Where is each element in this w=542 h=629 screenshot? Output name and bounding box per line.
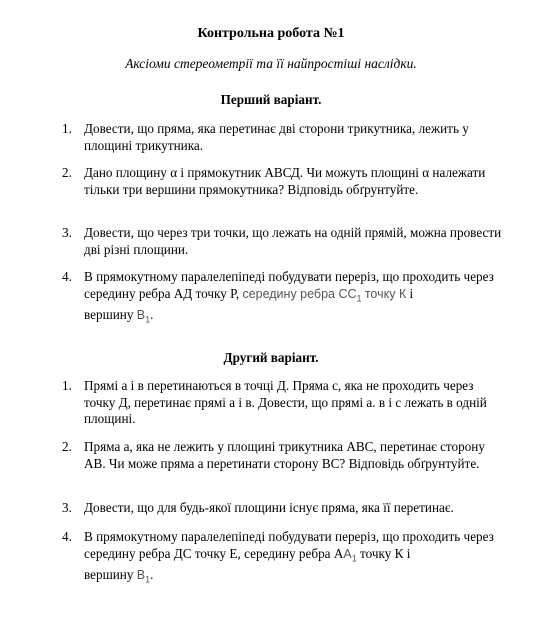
question-text: Прямі a і в перетинаються в точці Д. Пряма с, яка не проходить через точку Д, перетинає прямі a і в. Довести, що прямі a. в і с лежать в одній площині. (84, 378, 487, 426)
variant1-heading: Перший варіант. (220, 92, 322, 107)
document-title: Контрольна робота №1 (197, 26, 345, 41)
question-text: Довести, що через три точки, що лежать на одній прямій, можна провести дві різні площини. (84, 225, 502, 257)
question-number: 3. (62, 225, 72, 240)
question-text-cont: і (409, 285, 414, 301)
question-text: Дано площину α і прямокутник АВСД. Чи можуть площині α належати тільки три вершини прямокутника? Відповідь обґрунтуйте. (84, 165, 486, 197)
variant1-question-3 (62, 225, 504, 258)
formula-point-k: точку К (364, 286, 407, 301)
question-number: 3. (62, 500, 72, 515)
variant1-question-2 (62, 165, 504, 198)
formula-vertex-b1: $В_1$ (136, 567, 151, 584)
variant2-question-2 (62, 439, 504, 472)
question-end: . (150, 306, 154, 322)
question-text: Пряма a, яка не лежить у площині трикутника АВС, перетинає сторону АВ. Чи може пряма a перетинати сторону ВС? Відповідь обґрунтуйте. (84, 439, 485, 471)
variant2-question-4 (62, 529, 504, 588)
variant2-heading: Другий варіант. (223, 350, 319, 365)
question-text: В прямокутному паралелепіпеді побудувати переріз, що проходить через середину ребра ДС точку Е, середину ребра А (84, 529, 494, 561)
variant1-question-4 (62, 269, 504, 328)
formula-edge-cc1: середину ребра $СС_1$ (242, 286, 362, 303)
variant2-question-3 (62, 500, 504, 517)
formula-edge-aa1: $А_1$ (343, 546, 357, 563)
question-text-vertex: вершину (84, 306, 134, 322)
question-text-cont: точку К і (360, 545, 411, 561)
question-number: 1. (62, 378, 72, 393)
question-text-vertex: вершину (84, 566, 134, 582)
variant2-question-1 (62, 378, 504, 428)
document-subtitle: Аксіоми стереометрії та її найпростіші наслідки. (125, 56, 417, 71)
formula-vertex-b1: $В_1$ (136, 307, 151, 324)
question-number: 1. (62, 121, 72, 136)
question-number: 2. (62, 165, 72, 180)
question-number: 4. (62, 269, 72, 284)
question-text: В прямокутному паралелепіпеді побудувати переріз, що проходить через середину ребра АД точку Р, (84, 269, 494, 301)
question-number: 4. (62, 529, 72, 544)
question-text: Довести, що пряма, яка перетинає дві сторони трикутника, лежить у площині трикутника. (84, 121, 469, 153)
question-end: . (150, 566, 154, 582)
variant1-question-1 (62, 121, 504, 154)
question-text: Довести, що для будь-якої площини існує пряма, яка її перетинає. (84, 500, 454, 515)
question-number: 2. (62, 439, 72, 454)
